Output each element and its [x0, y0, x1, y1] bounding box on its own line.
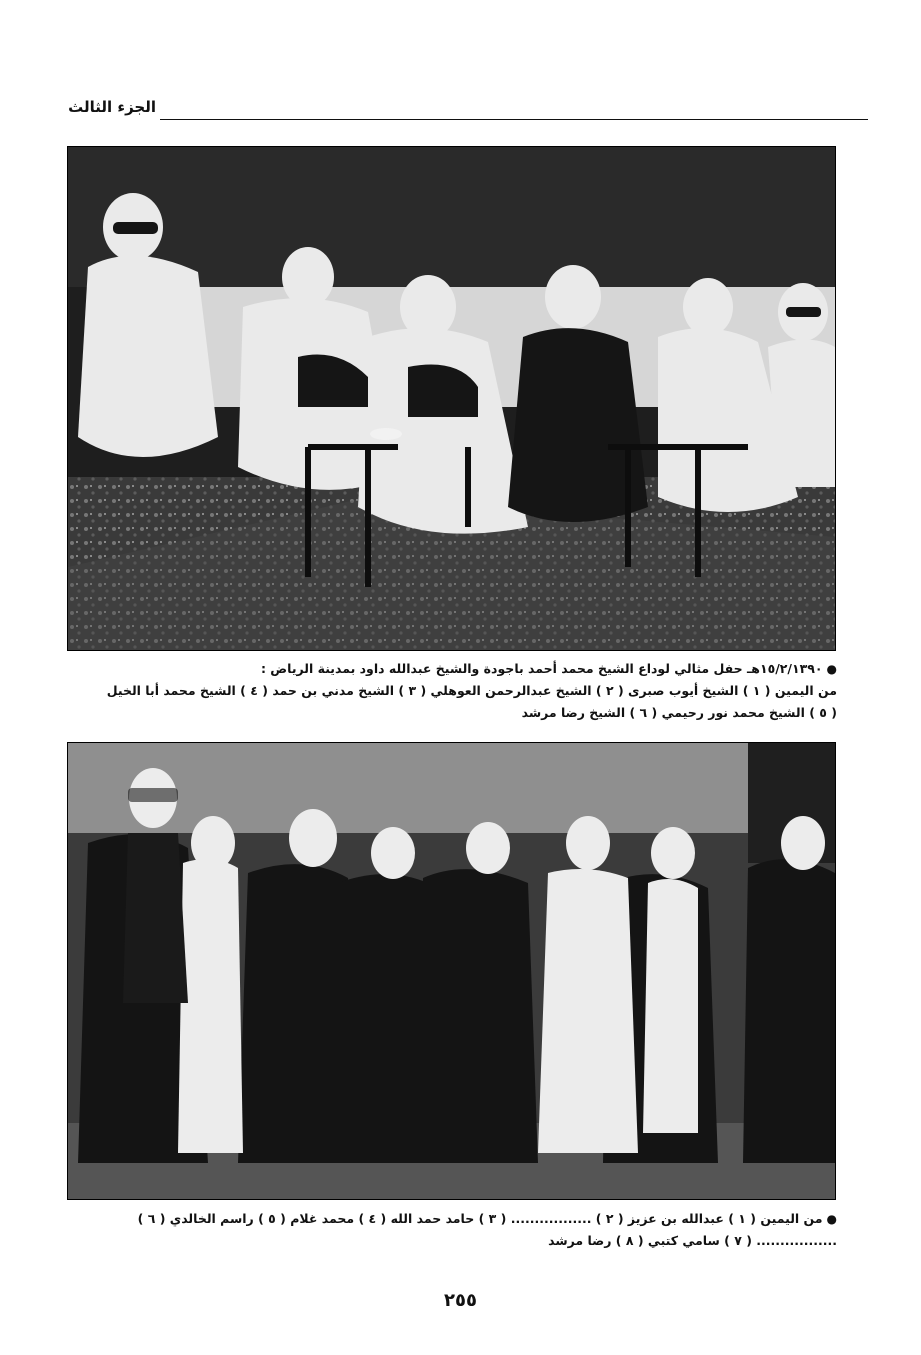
page-header [60, 96, 868, 126]
bullet-icon: ● [826, 1212, 837, 1226]
page-number: ٢٥٥ [444, 1290, 477, 1311]
caption-1-line-1 [77, 658, 837, 680]
bullet-icon: ● [826, 662, 837, 676]
photo-caption-1 [77, 658, 837, 724]
photo-standing-group-image [68, 743, 835, 1199]
photo-caption-2 [77, 1208, 837, 1252]
photo-standing-group [67, 742, 836, 1200]
caption-2-line-1 [77, 1208, 837, 1230]
caption-1-line-1-text: ١٥/٢/١٣٩٠هـ حفل مثالي لوداع الشيخ محمد أحمد باجودة والشيخ عبدالله داود بمدينة الرياض : [260, 661, 823, 676]
caption-2-line-2: ................. ( ٧ ) سامي كتبي ( ٨ ) رضا مرشد [548, 1233, 837, 1248]
photo-farewell-gathering-image [68, 147, 835, 650]
caption-2-line-1-text: من اليمين ( ١ ) عبدالله بن عزيز ( ٢ ) ................. ( ٣ ) حامد حمد الله ( ٤ ) محمد غلام ( ٥ ) راسم الخالدي ( ٦ ) [137, 1211, 823, 1226]
section-title: الجزء الثالث [68, 98, 156, 116]
caption-1-line-2: من اليمين ( ١ ) الشيخ أيوب صبرى ( ٢ ) الشيخ عبدالرحمن العوهلي ( ٣ ) الشيخ مدني بن حمد ( ٤ ) الشيخ محمد أبا الخيل [106, 683, 837, 698]
header-rule [160, 119, 868, 120]
photo-farewell-gathering [67, 146, 836, 651]
caption-1-line-3: ( ٥ ) الشيخ محمد نور رحيمي ( ٦ ) الشيخ رضا مرشد [521, 705, 837, 720]
